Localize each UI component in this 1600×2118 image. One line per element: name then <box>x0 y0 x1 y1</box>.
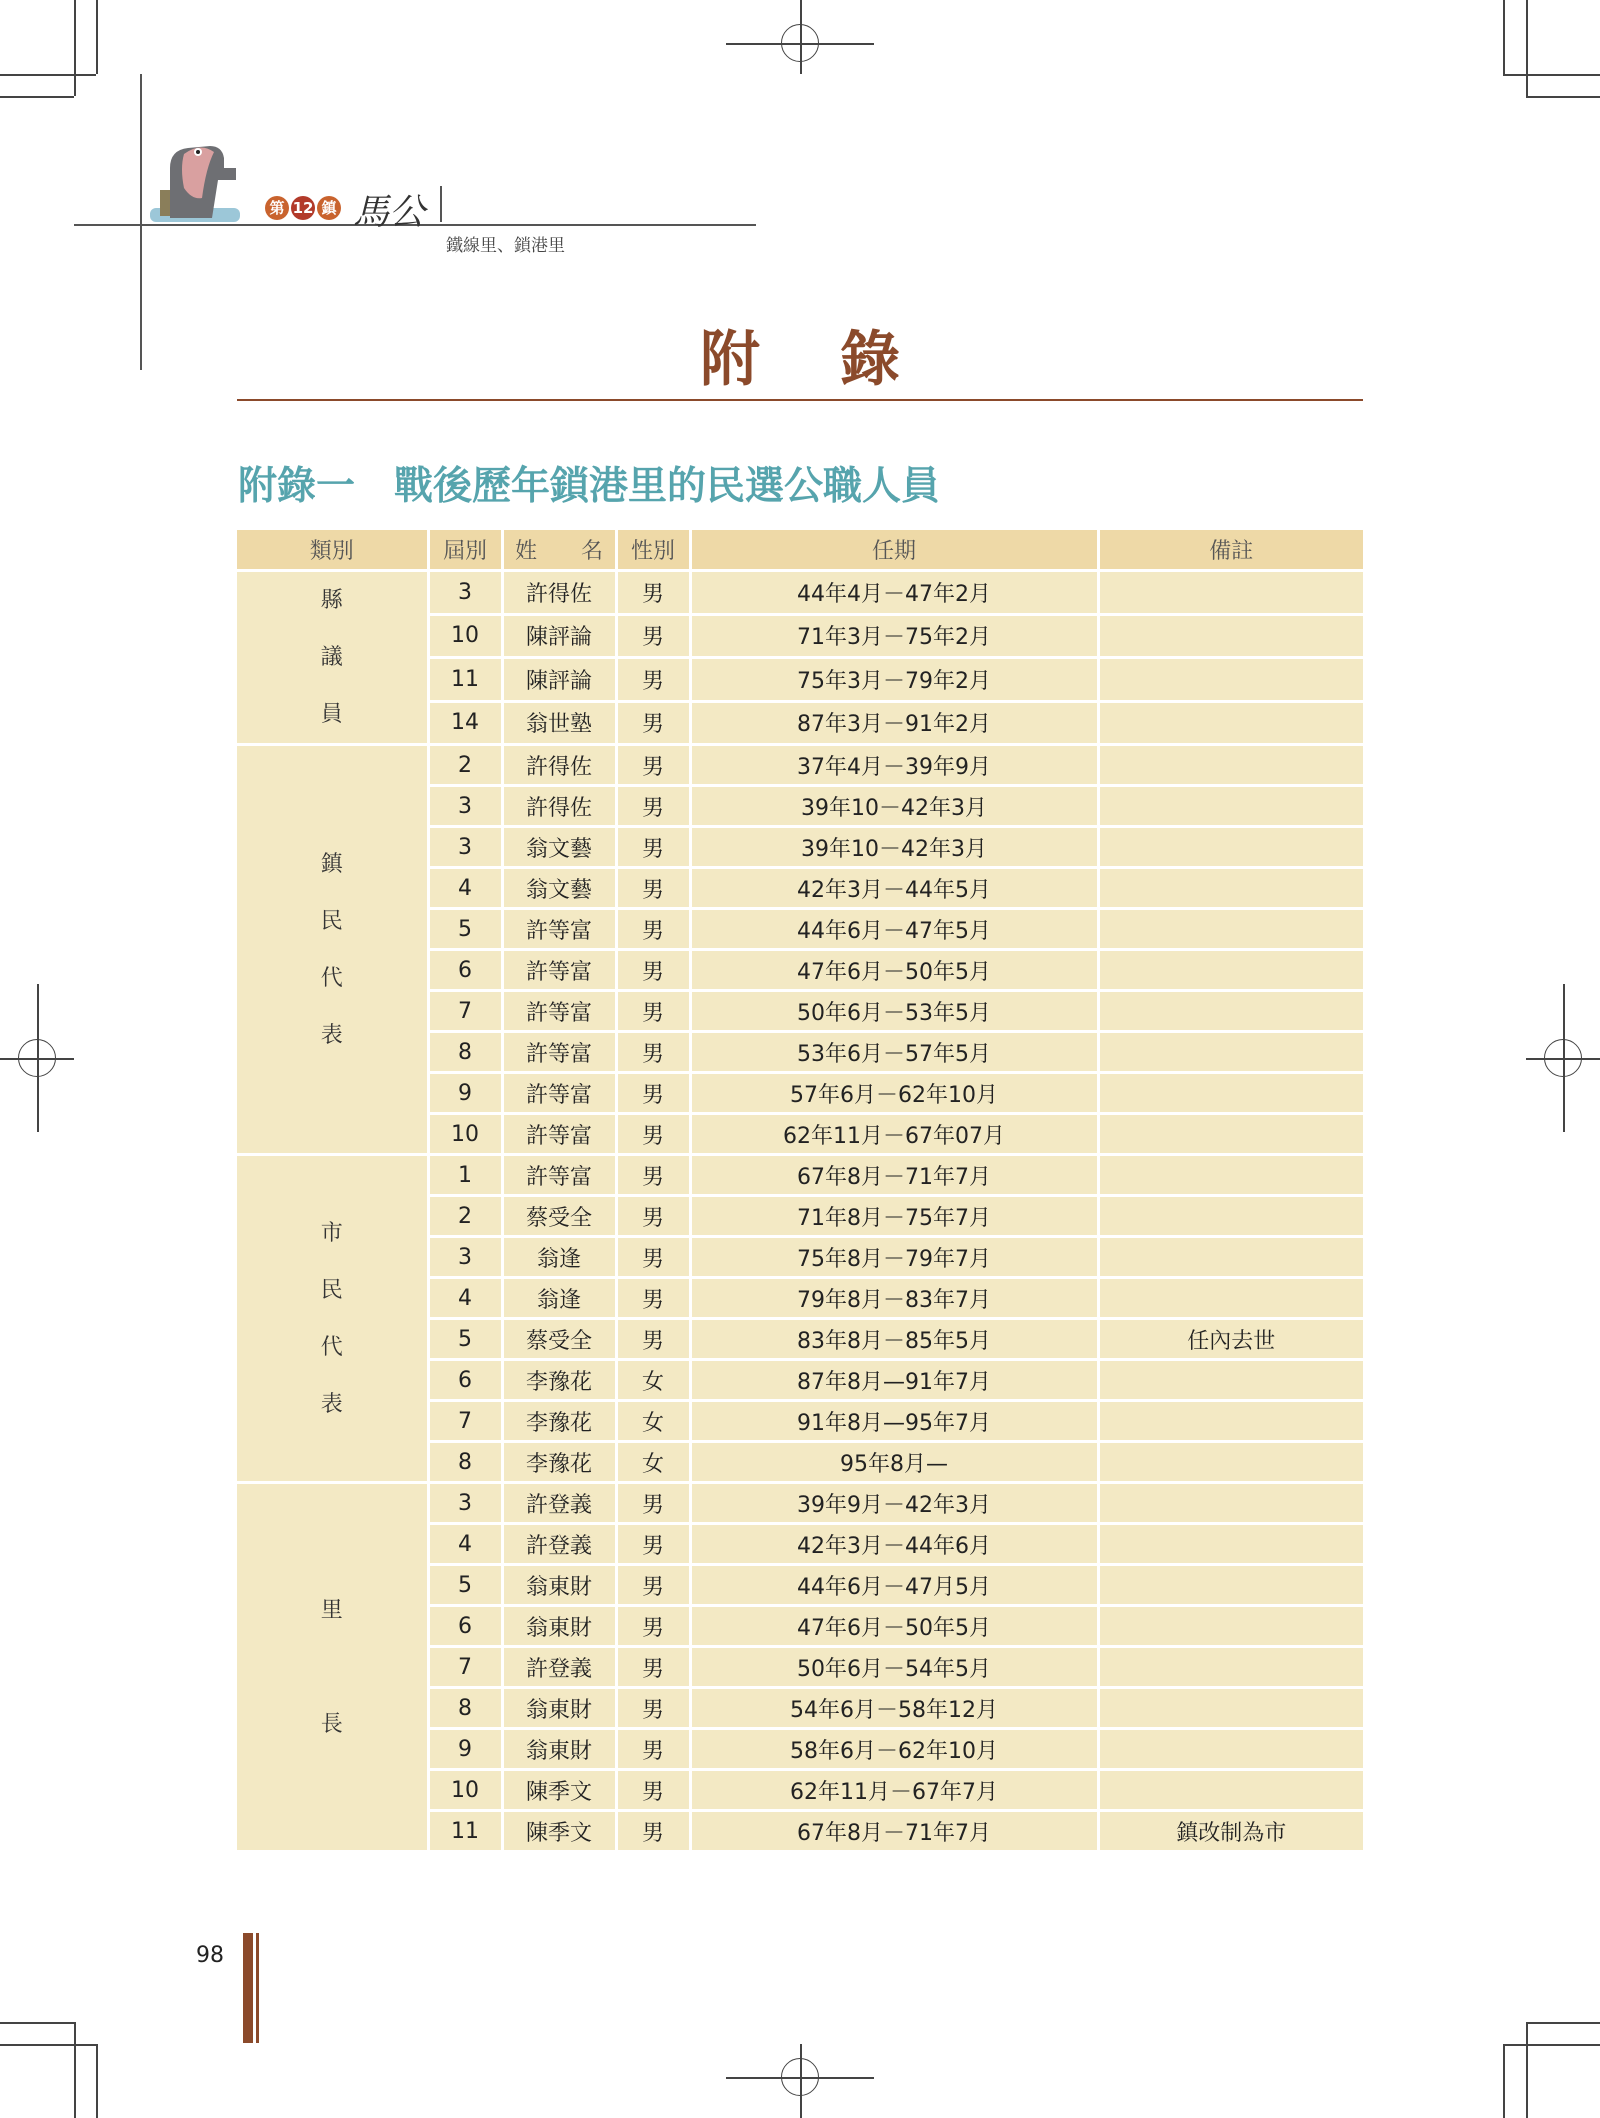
tenure-cell: 50年6月－54年5月 <box>690 1647 1098 1688</box>
name-cell: 許等富 <box>502 909 616 950</box>
page-number: 98 <box>196 1943 224 1968</box>
page-number-bar <box>243 1933 253 2043</box>
header-separator <box>440 186 442 222</box>
chapter-badge-number: 12 <box>291 196 315 220</box>
tenure-cell: 95年8月— <box>690 1442 1098 1483</box>
name-cell: 許登義 <box>502 1647 616 1688</box>
note-cell <box>1098 950 1363 991</box>
name-cell: 許得佐 <box>502 786 616 827</box>
term-cell: 11 <box>428 658 502 702</box>
term-cell: 3 <box>428 786 502 827</box>
name-cell: 蔡受全 <box>502 1319 616 1360</box>
term-cell: 8 <box>428 1442 502 1483</box>
name-cell: 許等富 <box>502 1032 616 1073</box>
name-cell: 許等富 <box>502 1155 616 1196</box>
name-cell: 翁世塾 <box>502 701 616 745</box>
gender-cell: 男 <box>616 571 690 615</box>
term-cell: 5 <box>428 1319 502 1360</box>
name-cell: 陳季文 <box>502 1770 616 1811</box>
tenure-cell: 57年6月－62年10月 <box>690 1073 1098 1114</box>
tenure-cell: 71年8月－75年7月 <box>690 1196 1098 1237</box>
crop-mark <box>96 0 98 74</box>
registration-line <box>800 0 802 74</box>
term-cell: 6 <box>428 950 502 991</box>
gender-cell: 男 <box>616 1155 690 1196</box>
tenure-cell: 39年10－42年3月 <box>690 827 1098 868</box>
note-cell: 任內去世 <box>1098 1319 1363 1360</box>
tenure-cell: 53年6月－57年5月 <box>690 1032 1098 1073</box>
note-cell <box>1098 701 1363 745</box>
gender-cell: 男 <box>616 658 690 702</box>
term-cell: 10 <box>428 1114 502 1155</box>
column-header: 備註 <box>1098 530 1363 571</box>
tenure-cell: 62年11月－67年7月 <box>690 1770 1098 1811</box>
column-header: 類別 <box>237 530 428 571</box>
name-cell: 陳評論 <box>502 658 616 702</box>
tenure-cell: 44年6月－47年5月 <box>690 909 1098 950</box>
tenure-cell: 58年6月－62年10月 <box>690 1729 1098 1770</box>
gender-cell: 男 <box>616 1483 690 1524</box>
term-cell: 1 <box>428 1155 502 1196</box>
tenure-cell: 50年6月－53年5月 <box>690 991 1098 1032</box>
note-cell <box>1098 1483 1363 1524</box>
name-cell: 李豫花 <box>502 1360 616 1401</box>
tenure-cell: 79年8月－83年7月 <box>690 1278 1098 1319</box>
gender-cell: 男 <box>616 1073 690 1114</box>
crop-mark <box>1526 96 1600 98</box>
name-cell: 翁東財 <box>502 1729 616 1770</box>
term-cell: 3 <box>428 827 502 868</box>
category-cell: 市 民 代 表 <box>237 1155 428 1483</box>
gender-cell: 男 <box>616 950 690 991</box>
name-cell: 翁文藝 <box>502 827 616 868</box>
gender-cell: 男 <box>616 1647 690 1688</box>
tenure-cell: 44年6月－47月5月 <box>690 1565 1098 1606</box>
note-cell <box>1098 1155 1363 1196</box>
note-cell <box>1098 1442 1363 1483</box>
crop-mark <box>0 74 96 76</box>
chapter-badge-suffix: 鎮 <box>317 196 341 220</box>
term-cell: 9 <box>428 1729 502 1770</box>
gender-cell: 男 <box>616 1319 690 1360</box>
term-cell: 4 <box>428 1524 502 1565</box>
name-cell: 陳評論 <box>502 614 616 658</box>
tenure-cell: 37年4月－39年9月 <box>690 745 1098 786</box>
crop-mark <box>96 2044 98 2118</box>
note-cell <box>1098 614 1363 658</box>
table-row <box>237 571 1363 615</box>
tenure-cell: 47年6月－50年5月 <box>690 950 1098 991</box>
page-title: 附錄 <box>700 325 980 395</box>
name-cell: 許等富 <box>502 1114 616 1155</box>
gender-cell: 男 <box>616 1278 690 1319</box>
term-cell: 7 <box>428 1647 502 1688</box>
registration-line <box>1563 984 1565 1132</box>
gender-cell: 男 <box>616 909 690 950</box>
registration-line <box>37 984 39 1132</box>
tenure-cell: 67年8月－71年7月 <box>690 1155 1098 1196</box>
tenure-cell: 91年8月—95年7月 <box>690 1401 1098 1442</box>
gender-cell: 女 <box>616 1442 690 1483</box>
crop-mark <box>0 2044 96 2046</box>
term-cell: 4 <box>428 868 502 909</box>
name-cell: 許等富 <box>502 950 616 991</box>
name-cell: 許登義 <box>502 1524 616 1565</box>
gender-cell: 男 <box>616 1114 690 1155</box>
note-cell <box>1098 1032 1363 1073</box>
term-cell: 10 <box>428 1770 502 1811</box>
crop-mark <box>1526 2022 1528 2118</box>
table-row <box>237 745 1363 786</box>
column-header: 屆別 <box>428 530 502 571</box>
term-cell: 8 <box>428 1688 502 1729</box>
note-cell <box>1098 1688 1363 1729</box>
officials-table <box>237 530 1363 1850</box>
tenure-cell: 87年3月－91年2月 <box>690 701 1098 745</box>
gender-cell: 男 <box>616 1524 690 1565</box>
term-cell: 8 <box>428 1032 502 1073</box>
crop-mark <box>1503 2044 1600 2046</box>
category-cell: 縣 議 員 <box>237 571 428 745</box>
note-cell <box>1098 1770 1363 1811</box>
term-cell: 5 <box>428 1565 502 1606</box>
name-cell: 翁逢 <box>502 1237 616 1278</box>
chapter-badge-prefix: 第 <box>265 196 289 220</box>
tenure-cell: 62年11月－67年07月 <box>690 1114 1098 1155</box>
note-cell <box>1098 1401 1363 1442</box>
crop-mark <box>74 2022 76 2118</box>
name-cell: 翁東財 <box>502 1565 616 1606</box>
section-title: 附錄一 戰後歷年鎖港里的民選公職人員 <box>238 464 941 509</box>
crop-mark <box>0 2022 74 2024</box>
column-header: 任期 <box>690 530 1098 571</box>
crop-mark <box>1526 2022 1600 2024</box>
category-cell: 里 長 <box>237 1483 428 1851</box>
term-cell: 6 <box>428 1360 502 1401</box>
crop-mark <box>1503 0 1505 74</box>
crop-mark <box>0 96 74 98</box>
note-cell <box>1098 827 1363 868</box>
tenure-cell: 42年3月－44年6月 <box>690 1524 1098 1565</box>
name-cell: 許得佐 <box>502 745 616 786</box>
note-cell <box>1098 571 1363 615</box>
note-cell <box>1098 1360 1363 1401</box>
mascot-logo-icon <box>140 128 250 226</box>
term-cell: 7 <box>428 991 502 1032</box>
tenure-cell: 67年8月－71年7月 <box>690 1811 1098 1851</box>
term-cell: 3 <box>428 571 502 615</box>
note-cell <box>1098 1114 1363 1155</box>
crop-mark <box>1503 2044 1505 2118</box>
gender-cell: 男 <box>616 1688 690 1729</box>
name-cell: 許等富 <box>502 1073 616 1114</box>
gender-cell: 男 <box>616 1811 690 1851</box>
note-cell <box>1098 1196 1363 1237</box>
term-cell: 6 <box>428 1606 502 1647</box>
tenure-cell: 39年9月－42年3月 <box>690 1483 1098 1524</box>
crop-mark <box>74 0 76 96</box>
name-cell: 陳季文 <box>502 1811 616 1851</box>
note-cell <box>1098 991 1363 1032</box>
note-cell <box>1098 1237 1363 1278</box>
name-cell: 蔡受全 <box>502 1196 616 1237</box>
term-cell: 14 <box>428 701 502 745</box>
category-cell: 鎮 民 代 表 <box>237 745 428 1155</box>
term-cell: 2 <box>428 1196 502 1237</box>
tenure-cell: 87年8月—91年7月 <box>690 1360 1098 1401</box>
name-cell: 李豫花 <box>502 1401 616 1442</box>
term-cell: 10 <box>428 614 502 658</box>
column-header: 姓 名 <box>502 530 616 571</box>
note-cell <box>1098 745 1363 786</box>
note-cell: 鎮改制為市 <box>1098 1811 1363 1851</box>
gender-cell: 男 <box>616 1606 690 1647</box>
title-rule <box>237 399 1363 401</box>
gender-cell: 男 <box>616 868 690 909</box>
note-cell <box>1098 1606 1363 1647</box>
term-cell: 9 <box>428 1073 502 1114</box>
name-cell: 翁東財 <box>502 1688 616 1729</box>
gender-cell: 女 <box>616 1360 690 1401</box>
crop-mark <box>1503 74 1600 76</box>
term-cell: 4 <box>428 1278 502 1319</box>
tenure-cell: 83年8月－85年5月 <box>690 1319 1098 1360</box>
registration-line <box>800 2044 802 2118</box>
name-cell: 許登義 <box>502 1483 616 1524</box>
name-cell: 李豫花 <box>502 1442 616 1483</box>
name-cell: 翁逢 <box>502 1278 616 1319</box>
gender-cell: 男 <box>616 614 690 658</box>
gender-cell: 男 <box>616 991 690 1032</box>
term-cell: 3 <box>428 1237 502 1278</box>
gender-cell: 男 <box>616 745 690 786</box>
page-number-bar-edge <box>256 1933 259 2043</box>
gender-cell: 男 <box>616 827 690 868</box>
note-cell <box>1098 909 1363 950</box>
table-header-row <box>237 530 1363 571</box>
gender-cell: 男 <box>616 1770 690 1811</box>
gender-cell: 女 <box>616 1401 690 1442</box>
tenure-cell: 71年3月－75年2月 <box>690 614 1098 658</box>
name-cell: 許得佐 <box>502 571 616 615</box>
table-row <box>237 1483 1363 1524</box>
tenure-cell: 42年3月－44年5月 <box>690 868 1098 909</box>
name-cell: 翁文藝 <box>502 868 616 909</box>
term-cell: 3 <box>428 1483 502 1524</box>
tenure-cell: 54年6月－58年12月 <box>690 1688 1098 1729</box>
note-cell <box>1098 1729 1363 1770</box>
gender-cell: 男 <box>616 786 690 827</box>
header-subtitle: 鐵線里、鎖港里 <box>446 236 565 256</box>
tenure-cell: 47年6月－50年5月 <box>690 1606 1098 1647</box>
note-cell <box>1098 658 1363 702</box>
term-cell: 11 <box>428 1811 502 1851</box>
note-cell <box>1098 786 1363 827</box>
note-cell <box>1098 1565 1363 1606</box>
gender-cell: 男 <box>616 1729 690 1770</box>
gender-cell: 男 <box>616 701 690 745</box>
term-cell: 5 <box>428 909 502 950</box>
term-cell: 7 <box>428 1401 502 1442</box>
column-header: 性別 <box>616 530 690 571</box>
note-cell <box>1098 1647 1363 1688</box>
tenure-cell: 39年10－42年3月 <box>690 786 1098 827</box>
name-cell: 許等富 <box>502 991 616 1032</box>
gender-cell: 男 <box>616 1237 690 1278</box>
note-cell <box>1098 1278 1363 1319</box>
gender-cell: 男 <box>616 1196 690 1237</box>
name-cell: 翁東財 <box>502 1606 616 1647</box>
brand-name: 馬公 <box>353 192 426 233</box>
tenure-cell: 75年3月－79年2月 <box>690 658 1098 702</box>
term-cell: 2 <box>428 745 502 786</box>
tenure-cell: 44年4月－47年2月 <box>690 571 1098 615</box>
tenure-cell: 75年8月－79年7月 <box>690 1237 1098 1278</box>
note-cell <box>1098 1524 1363 1565</box>
crop-mark <box>1526 0 1528 96</box>
gender-cell: 男 <box>616 1032 690 1073</box>
table-row <box>237 1155 1363 1196</box>
note-cell <box>1098 868 1363 909</box>
gender-cell: 男 <box>616 1565 690 1606</box>
note-cell <box>1098 1073 1363 1114</box>
